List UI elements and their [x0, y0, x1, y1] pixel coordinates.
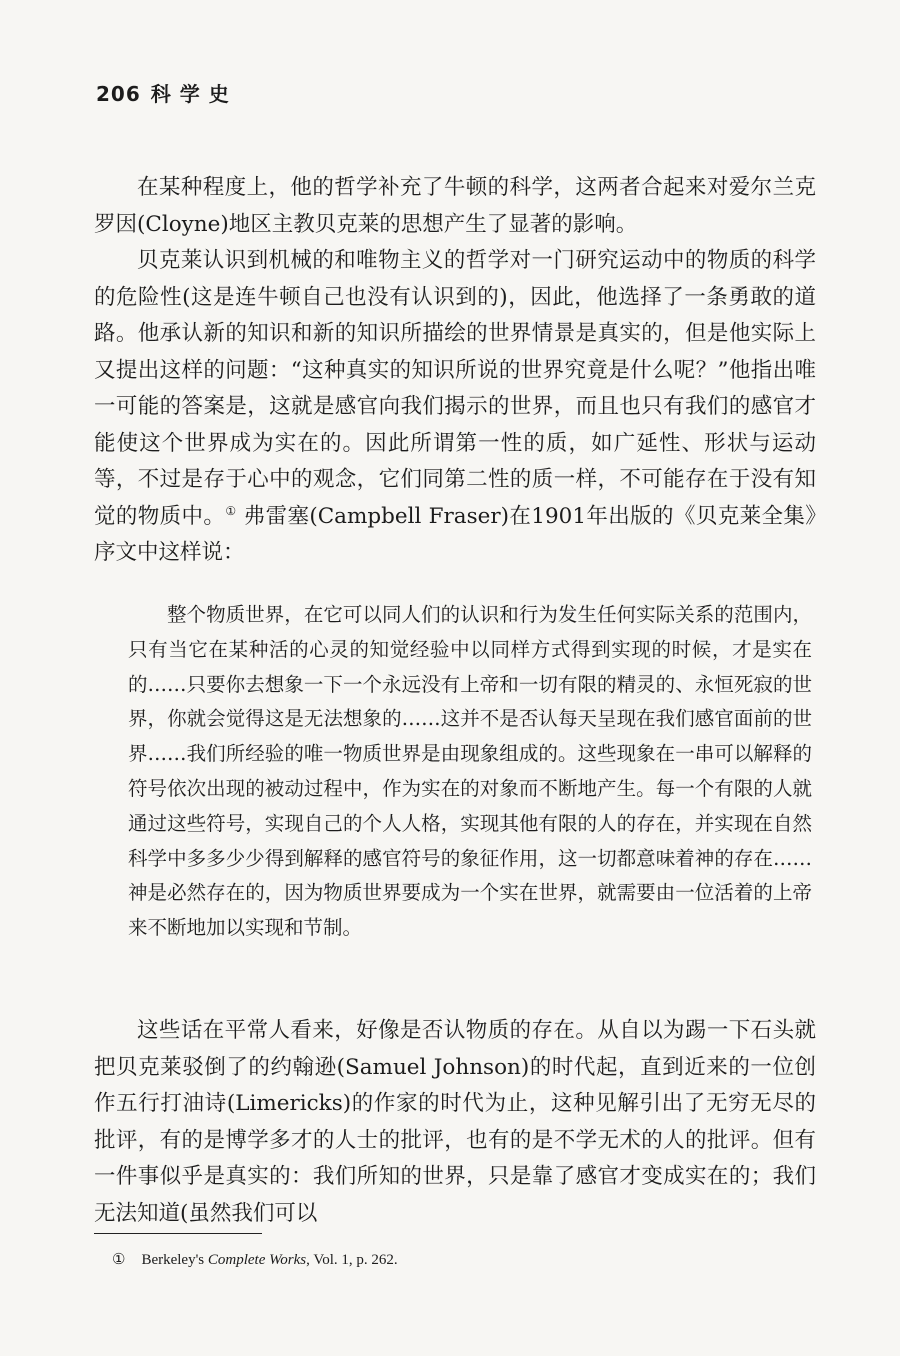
paragraph-3: 这些话在平常人看来，好像是否认物质的存在。从自以为踢一下石头就把贝克莱驳倒了的约翰逊(Samuel Johnson)的时代起，直到近来的一位创作五行打油诗(Limericks)的作家的时代为止，这种见解引出了无穷无尽的批评，有的是博学多才的人士的批评，也有的是不学无术的人的批评。但有一件事似乎是真实的：我们所知的世界，只是靠了感官才变成实在的；我们无法知道(虽然我们可以: [94, 1018, 816, 1226]
block-quote: [128, 598, 812, 946]
footnote-rule: [94, 1233, 262, 1234]
paragraph-2-main: 贝克莱认识到机械的和唯物主义的哲学对一门研究运动中的物质的科学的危险性(这是连牛顿自己也没有认识到的)，因此，他选择了一条勇敢的道路。他承认新的知识和新的知识所描绘的世界情景是真实的，但是他实际上又提出这样的问题：“这种真实的知识所说的世界究竟是什么呢？”他指出唯一可能的答案是，这就是感官向我们揭示的世界，而且也只有我们的感官才能使这个世界成为实在的。因此所谓第一性的质，如广延性、形状与运动等，不过是存于心中的观念，它们同第二性的质一样，不可能存在于没有知觉的物质中。: [94, 248, 816, 529]
paragraph-2: [94, 243, 816, 572]
paragraph-2-tail: 弗雷塞(Campbell Fraser)在1901年出版的《贝克莱全集》序文中这样说：: [94, 503, 816, 565]
body-text-top: [94, 170, 816, 572]
quote-paragraph: 整个物质世界，在它可以同人们的认识和行为发生任何实际关系的范围内，只有当它在某种活的心灵的知觉经验中以同样方式得到实现的时候，才是实在的……只要你去想象一下一个永远没有上帝和一切有限的精灵的、永恒死寂的世界，你就会觉得这是无法想象的……这并不是否认每天呈现在我们感官面前的世界……我们所经验的唯一物质世界是由现象组成的。这些现象在一串可以解释的符号依次出现的被动过程中，作为实在的对象而不断地产生。每一个有限的人就通过这些符号，实现自己的个人人格，实现其他有限的人的存在，并实现在自然科学中多多少少得到解释的感官符号的象征作用，这一切都意味着神的存在……神是必然存在的，因为物质世界要成为一个实在世界，就需要由一位活着的上帝来不断地加以实现和节制。: [128, 603, 812, 940]
book-title: 科学史: [150, 82, 238, 106]
paragraph-1: 在某种程度上，他的哲学补充了牛顿的科学，这两者合起来对爱尔兰克罗因(Cloyne)地区主教贝克莱的思想产生了显著的影响。: [94, 175, 816, 237]
footnote-suffix: , Vol. 1, p. 262.: [306, 1252, 398, 1268]
footnote-prefix: Berkeley's: [141, 1252, 208, 1268]
running-header: [96, 78, 238, 107]
footnote: [112, 1250, 398, 1269]
body-text-bottom: [94, 1013, 816, 1232]
footnote-reference: ①: [225, 503, 237, 518]
footnote-mark: ①: [112, 1252, 126, 1268]
page-number: 206: [96, 82, 141, 106]
footnote-work-title: Complete Works: [207, 1252, 307, 1268]
